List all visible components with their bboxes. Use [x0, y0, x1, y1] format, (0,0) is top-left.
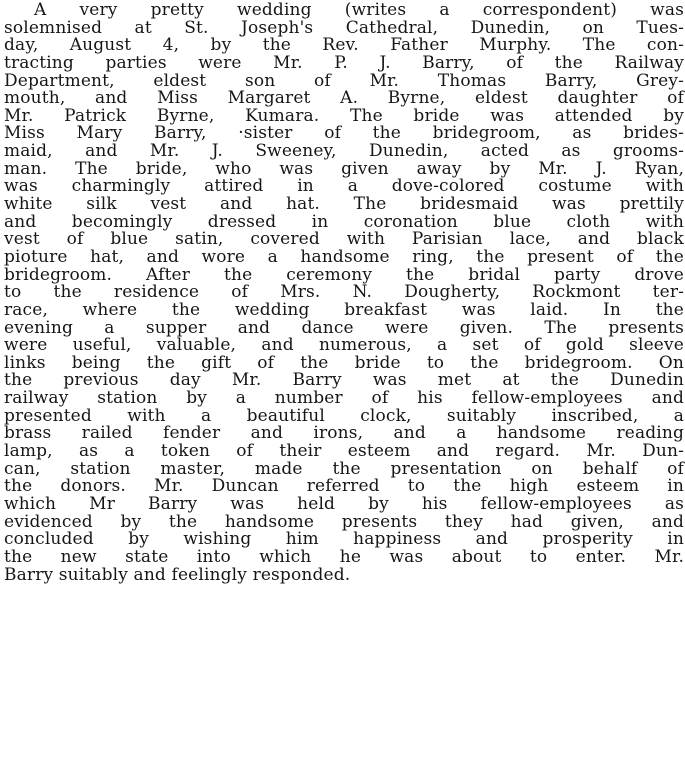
- article-line: were useful, valuable, and numerous, a set of gold sleeve: [4, 335, 684, 356]
- article-line: tracting parties were Mr. P. J. Barry, of the Railway: [4, 52, 684, 73]
- article-line: railway station by a number of his fellow-employees and: [4, 388, 684, 409]
- article-line: Miss Mary Barry, ·sister of the bridegroom, as brides-: [4, 123, 684, 144]
- article-line: and becomingly dressed in coronation blue cloth with: [4, 211, 684, 232]
- article-line: A very pretty wedding (writes a correspondent) was: [34, 0, 684, 20]
- article-line: concluded by wishing him happiness and prosperity in: [4, 529, 684, 550]
- article-line: evidenced by the handsome presents they had given, and: [4, 511, 684, 532]
- article-line: Barry suitably and feelingly responded.: [4, 564, 351, 585]
- article-line: links being the gift of the bride to the bridegroom. On: [4, 352, 684, 373]
- article-line: race, where the wedding breakfast was laid. In the: [4, 299, 684, 320]
- article-line: vest of blue satin, covered with Parisian lace, and black: [4, 229, 684, 250]
- article-line: man. The bride, who was given away by Mr. J. Ryan,: [4, 158, 684, 179]
- article-line: the previous day Mr. Barry was met at the Dunedin: [4, 370, 684, 391]
- article-line: Department, eldest son of Mr. Thomas Barry, Grey-: [4, 70, 684, 91]
- article-line: the donors. Mr. Duncan referred to the high esteem in: [4, 476, 684, 497]
- article-line: the new state into which he was about to enter. Mr.: [4, 546, 684, 567]
- article-line: white silk vest and hat. The bridesmaid was prettily: [4, 194, 684, 215]
- article-line: maid, and Mr. J. Sweeney, Dunedin, acted as grooms-: [4, 141, 684, 162]
- article-line: pioture hat, and wore a handsome ring, the present of the: [4, 246, 684, 267]
- article-line: presented with a beautiful clock, suitably inscribed, a: [4, 405, 684, 426]
- article-line: which Mr Barry was held by his fellow-employees as: [4, 493, 684, 514]
- article-body: [4, 2, 684, 584]
- article-line: day, August 4, by the Rev. Father Murphy. The con-: [4, 35, 684, 56]
- article-line: bridegroom. After the ceremony the bridal party drove: [4, 264, 684, 285]
- article-line: brass railed fender and irons, and a handsome reading: [4, 423, 684, 444]
- article-line: can, station master, made the presentation on behalf of: [4, 458, 684, 479]
- article-line: solemnised at St. Joseph's Cathedral, Dunedin, on Tues-: [4, 17, 684, 38]
- article-line: was charmingly attired in a dove-colored costume with: [4, 176, 684, 197]
- article-line: mouth, and Miss Margaret A. Byrne, eldest daughter of: [4, 88, 684, 109]
- article-line: to the residence of Mrs. N. Dougherty, Rockmont ter-: [4, 282, 684, 303]
- article-line: Mr. Patrick Byrne, Kumara. The bride was attended by: [4, 105, 684, 126]
- article-line: lamp, as a token of their esteem and regard. Mr. Dun-: [4, 441, 684, 462]
- article-line: evening a supper and dance were given. The presents: [4, 317, 684, 338]
